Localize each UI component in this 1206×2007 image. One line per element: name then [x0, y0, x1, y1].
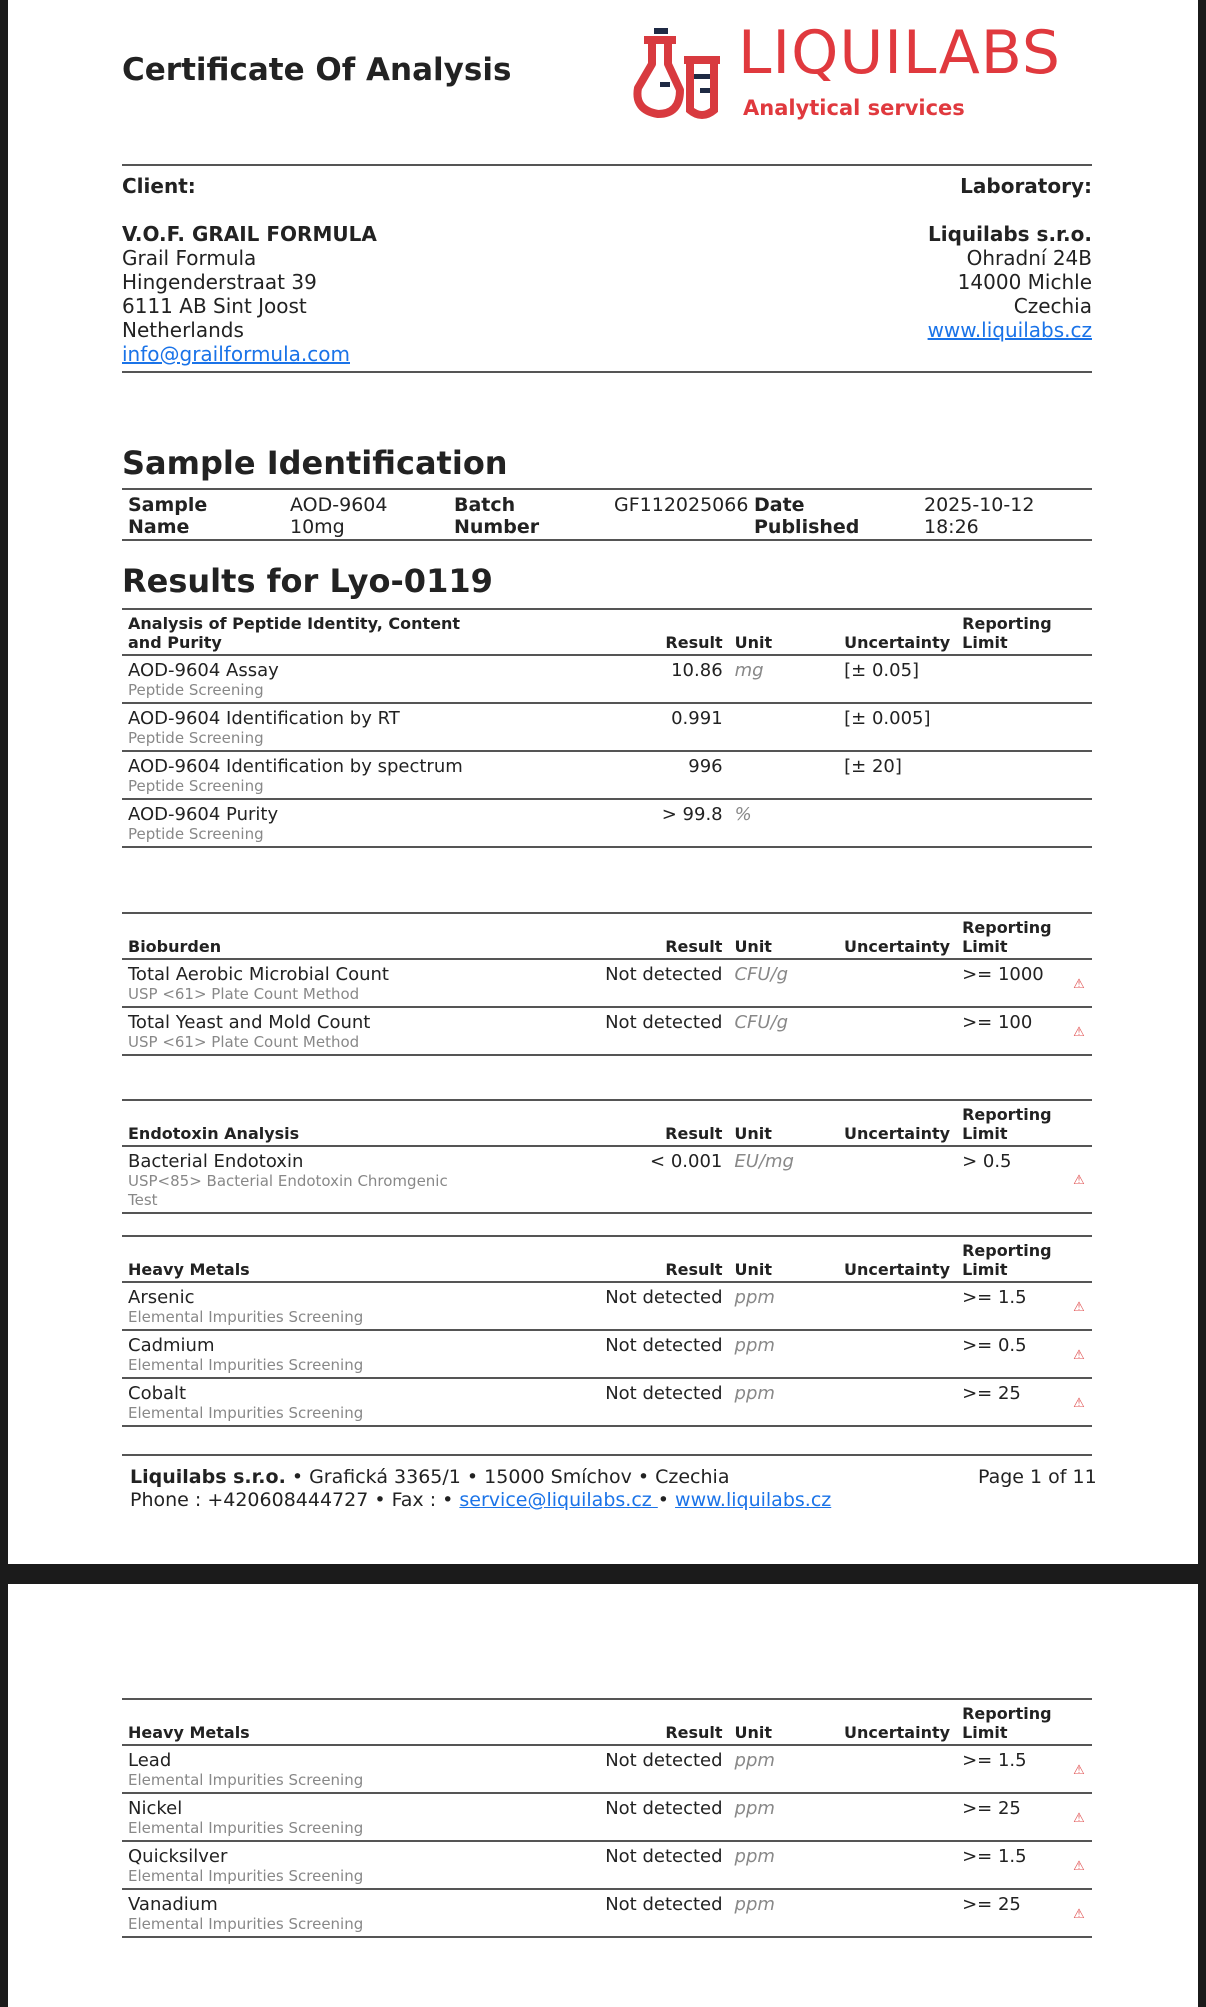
col-unit: Unit — [729, 1699, 839, 1745]
page-footer — [130, 1466, 831, 1512]
client-address — [122, 222, 377, 366]
lab-name: Liquilabs s.r.o. — [928, 222, 1092, 246]
unit-value: ppm — [729, 1841, 839, 1889]
unit-value: CFU/g — [728, 959, 838, 1007]
date-published-label: Date Published — [754, 494, 860, 538]
lab-website-link[interactable]: www.liquilabs.cz — [927, 318, 1092, 342]
results-table — [122, 912, 1092, 1056]
col-unit: Unit — [728, 1100, 838, 1146]
analyte-name: Cobalt — [128, 1383, 187, 1404]
results-heading: Results for Lyo-0119 — [122, 562, 493, 600]
table-header-row — [122, 1100, 1092, 1146]
reporting-limit-value: >= 1000 — [956, 959, 1066, 1007]
reporting-limit-value — [956, 799, 1066, 847]
footer-website-link[interactable]: www.liquilabs.cz — [675, 1489, 832, 1511]
unit-value: mg — [729, 655, 839, 703]
reporting-limit-value — [956, 751, 1066, 799]
analyte-name: Bacterial Endotoxin — [128, 1151, 304, 1172]
reporting-limit-value: >= 25 — [956, 1793, 1066, 1841]
analyte-cell — [122, 1793, 470, 1841]
analyte-cell — [122, 799, 470, 847]
table-row — [122, 799, 1092, 847]
analyte-cell — [122, 1745, 470, 1793]
analyte-name: AOD-9604 Identification by RT — [128, 708, 400, 729]
col-result: Result — [470, 1699, 729, 1745]
batch-number-value: GF112025066 — [614, 494, 749, 516]
analyte-method: Peptide Screening — [128, 729, 264, 747]
analyte-cell — [122, 1378, 470, 1426]
analyte-name: Nickel — [128, 1798, 183, 1819]
footer-separator: • — [657, 1489, 676, 1511]
col-result: Result — [470, 1100, 728, 1146]
table-row — [122, 1330, 1092, 1378]
client-line: Grail Formula — [122, 246, 257, 270]
page-number: Page 1 of 11 — [978, 1466, 1097, 1488]
reporting-limit-value: >= 0.5 — [956, 1330, 1066, 1378]
analyte-name: AOD-9604 Assay — [128, 660, 279, 681]
analyte-name: AOD-9604 Identification by spectrum — [128, 756, 463, 777]
table-row — [122, 959, 1092, 1007]
divider — [122, 371, 1092, 373]
footer-phone: Phone : +420608444727 • Fax : • — [130, 1489, 460, 1511]
footer-divider — [122, 1454, 1092, 1456]
table-row — [122, 703, 1092, 751]
uncertainty-value — [838, 1007, 956, 1055]
col-result: Result — [470, 609, 728, 655]
lab-line: 14000 Michle — [957, 270, 1092, 294]
analyte-method: USP <61> Plate Count Method — [128, 985, 360, 1003]
client-line: Netherlands — [122, 318, 244, 342]
analyte-method: USP <61> Plate Count Method — [128, 1033, 360, 1051]
table-row — [122, 1378, 1092, 1426]
table-header-row — [122, 1236, 1092, 1282]
footer-email-link[interactable]: service@liquilabs.cz — [459, 1489, 658, 1511]
col-unit: Unit — [729, 609, 839, 655]
uncertainty-value — [838, 1889, 956, 1937]
warning-icon — [1066, 655, 1092, 703]
results-table — [122, 608, 1092, 848]
divider — [122, 164, 1092, 166]
uncertainty-value — [838, 1330, 956, 1378]
analyte-name: Total Yeast and Mold Count — [128, 1012, 371, 1033]
col-reporting-limit: Reporting Limit — [956, 609, 1066, 655]
col-unit: Unit — [729, 1236, 839, 1282]
result-value: Not detected — [470, 1841, 729, 1889]
client-line: 6111 AB Sint Joost — [122, 294, 307, 318]
section-title: Analysis of Peptide Identity, Content and Purity — [122, 609, 470, 655]
warning-icon: ⚠ — [1066, 1007, 1092, 1055]
logo-wordmark: LIQUILABS — [738, 18, 1062, 88]
result-value: < 0.001 — [470, 1146, 728, 1213]
table-row — [122, 655, 1092, 703]
results-table — [122, 1099, 1092, 1214]
section-title: Heavy Metals — [122, 1699, 470, 1745]
analyte-method: Elemental Impurities Screening — [128, 1308, 364, 1326]
table-row — [122, 1841, 1092, 1889]
reporting-limit-value — [956, 703, 1066, 751]
result-value: Not detected — [470, 1745, 729, 1793]
uncertainty-value — [838, 1745, 956, 1793]
uncertainty-value — [838, 799, 956, 847]
analyte-cell — [122, 1146, 470, 1213]
reporting-limit-value: >= 1.5 — [956, 1745, 1066, 1793]
col-uncertainty: Uncertainty — [838, 609, 956, 655]
analyte-cell — [122, 655, 470, 703]
table-row — [122, 1146, 1092, 1213]
unit-value — [729, 703, 839, 751]
page-title: Certificate Of Analysis — [122, 52, 512, 88]
uncertainty-value: [± 0.05] — [838, 655, 956, 703]
col-reporting-limit: Reporting Limit — [956, 1236, 1066, 1282]
analyte-cell — [122, 1889, 470, 1937]
warning-icon: ⚠ — [1066, 1889, 1092, 1937]
warning-icon: ⚠ — [1066, 959, 1092, 1007]
page-2 — [8, 1584, 1198, 2007]
unit-value — [729, 751, 839, 799]
client-name: V.O.F. GRAIL FORMULA — [122, 222, 377, 246]
lab-line: Czechia — [1013, 294, 1092, 318]
uncertainty-value — [838, 1378, 956, 1426]
lab-line: Ohradní 24B — [966, 246, 1092, 270]
client-label: Client: — [122, 174, 196, 198]
analyte-name: Total Aerobic Microbial Count — [128, 964, 389, 985]
analyte-name: AOD-9604 Purity — [128, 804, 279, 825]
uncertainty-value — [838, 1146, 956, 1213]
result-value: 0.991 — [470, 703, 728, 751]
client-line: Hingenderstraat 39 — [122, 270, 317, 294]
col-reporting-limit: Reporting Limit — [956, 1699, 1066, 1745]
col-flag — [1066, 1236, 1092, 1282]
result-value: Not detected — [470, 1793, 729, 1841]
results-table — [122, 1235, 1092, 1427]
sample-name-value: AOD-9604 10mg — [290, 494, 388, 538]
sample-identification-table — [122, 488, 1092, 541]
unit-value: ppm — [729, 1889, 839, 1937]
col-uncertainty: Uncertainty — [838, 913, 956, 959]
analyte-name: Cadmium — [128, 1335, 215, 1356]
sample-name-label: Sample Name — [128, 494, 208, 538]
analyte-method: Elemental Impurities Screening — [128, 1356, 364, 1374]
result-value: 10.86 — [470, 655, 728, 703]
analyte-method: USP<85> Bacterial Endotoxin Chromgenic Test — [128, 1172, 448, 1209]
reporting-limit-value: >= 25 — [956, 1378, 1066, 1426]
section-title: Heavy Metals — [122, 1236, 470, 1282]
col-uncertainty: Uncertainty — [838, 1699, 956, 1745]
analyte-cell — [122, 703, 470, 751]
analyte-name: Lead — [128, 1750, 172, 1771]
warning-icon: ⚠ — [1066, 1378, 1092, 1426]
warning-icon — [1066, 703, 1092, 751]
warning-icon: ⚠ — [1066, 1282, 1092, 1330]
col-reporting-limit: Reporting Limit — [956, 913, 1066, 959]
col-result: Result — [470, 913, 729, 959]
uncertainty-value: [± 0.005] — [838, 703, 956, 751]
analyte-cell — [122, 1841, 470, 1889]
client-email-link[interactable]: info@grailformula.com — [122, 342, 350, 366]
result-value: Not detected — [470, 1330, 729, 1378]
result-value: Not detected — [470, 1282, 729, 1330]
table-row — [122, 1793, 1092, 1841]
reporting-limit-value: >= 100 — [956, 1007, 1066, 1055]
analyte-cell — [122, 751, 470, 799]
col-flag — [1066, 1699, 1092, 1745]
analyte-name: Quicksilver — [128, 1846, 228, 1867]
flask-logo-icon — [630, 24, 726, 124]
col-flag — [1066, 913, 1092, 959]
analyte-method: Elemental Impurities Screening — [128, 1771, 364, 1789]
analyte-method: Elemental Impurities Screening — [128, 1404, 364, 1422]
warning-icon: ⚠ — [1066, 1330, 1092, 1378]
uncertainty-value — [838, 1282, 956, 1330]
table-header-row — [122, 913, 1092, 959]
analyte-method: Peptide Screening — [128, 681, 264, 699]
col-uncertainty: Uncertainty — [838, 1100, 956, 1146]
table-row — [122, 1745, 1092, 1793]
result-value: Not detected — [470, 1378, 729, 1426]
lab-label: Laboratory: — [960, 174, 1092, 198]
uncertainty-value: [± 20] — [838, 751, 956, 799]
reporting-limit-value — [956, 655, 1066, 703]
uncertainty-value — [838, 959, 956, 1007]
lab-address — [928, 222, 1092, 342]
footer-address: • Grafická 3365/1 • 15000 Smíchov • Czechia — [285, 1466, 730, 1488]
section-title: Bioburden — [122, 913, 470, 959]
analyte-cell — [122, 1330, 470, 1378]
result-value: Not detected — [470, 1889, 729, 1937]
unit-value: ppm — [729, 1745, 839, 1793]
table-header-row — [122, 609, 1092, 655]
warning-icon — [1066, 751, 1092, 799]
warning-icon: ⚠ — [1066, 1793, 1092, 1841]
col-flag — [1066, 1100, 1092, 1146]
unit-value: ppm — [729, 1378, 839, 1426]
unit-value: % — [729, 799, 839, 847]
reporting-limit-value: >= 1.5 — [956, 1841, 1066, 1889]
result-value: Not detected — [470, 959, 729, 1007]
table-row — [122, 1282, 1092, 1330]
footer-company: Liquilabs s.r.o. — [130, 1466, 286, 1488]
col-flag — [1066, 609, 1092, 655]
reporting-limit-value: >= 1.5 — [956, 1282, 1066, 1330]
date-published-value: 2025-10-12 18:26 — [924, 494, 1035, 538]
sample-heading: Sample Identification — [122, 444, 508, 482]
unit-value: ppm — [729, 1330, 839, 1378]
warning-icon: ⚠ — [1066, 1146, 1092, 1213]
unit-value: EU/mg — [728, 1146, 838, 1213]
col-result: Result — [470, 1236, 729, 1282]
result-value: Not detected — [470, 1007, 729, 1055]
warning-icon: ⚠ — [1066, 1745, 1092, 1793]
liquilabs-logo — [630, 18, 1100, 124]
warning-icon: ⚠ — [1066, 1841, 1092, 1889]
result-value: 996 — [470, 751, 728, 799]
logo-tagline: Analytical services — [743, 96, 965, 120]
table-row — [122, 751, 1092, 799]
table-row — [122, 1007, 1092, 1055]
col-unit: Unit — [728, 913, 838, 959]
analyte-method: Peptide Screening — [128, 825, 264, 843]
unit-value: ppm — [729, 1282, 839, 1330]
result-value: > 99.8 — [470, 799, 728, 847]
analyte-cell — [122, 1007, 470, 1055]
unit-value: CFU/g — [728, 1007, 838, 1055]
col-uncertainty: Uncertainty — [838, 1236, 956, 1282]
col-reporting-limit: Reporting Limit — [956, 1100, 1066, 1146]
analyte-method: Elemental Impurities Screening — [128, 1915, 364, 1933]
reporting-limit-value: > 0.5 — [956, 1146, 1066, 1213]
table-header-row — [122, 1699, 1092, 1745]
unit-value: ppm — [729, 1793, 839, 1841]
analyte-cell — [122, 1282, 470, 1330]
results-table — [122, 1698, 1092, 1938]
uncertainty-value — [838, 1841, 956, 1889]
page-1 — [8, 0, 1198, 1564]
warning-icon — [1066, 799, 1092, 847]
uncertainty-value — [838, 1793, 956, 1841]
analyte-cell — [122, 959, 470, 1007]
batch-number-label: Batch Number — [454, 494, 540, 538]
section-title: Endotoxin Analysis — [122, 1100, 470, 1146]
analyte-name: Vanadium — [128, 1894, 218, 1915]
analyte-name: Arsenic — [128, 1287, 195, 1308]
analyte-method: Peptide Screening — [128, 777, 264, 795]
table-row — [122, 1889, 1092, 1937]
reporting-limit-value: >= 25 — [956, 1889, 1066, 1937]
analyte-method: Elemental Impurities Screening — [128, 1867, 364, 1885]
analyte-method: Elemental Impurities Screening — [128, 1819, 364, 1837]
